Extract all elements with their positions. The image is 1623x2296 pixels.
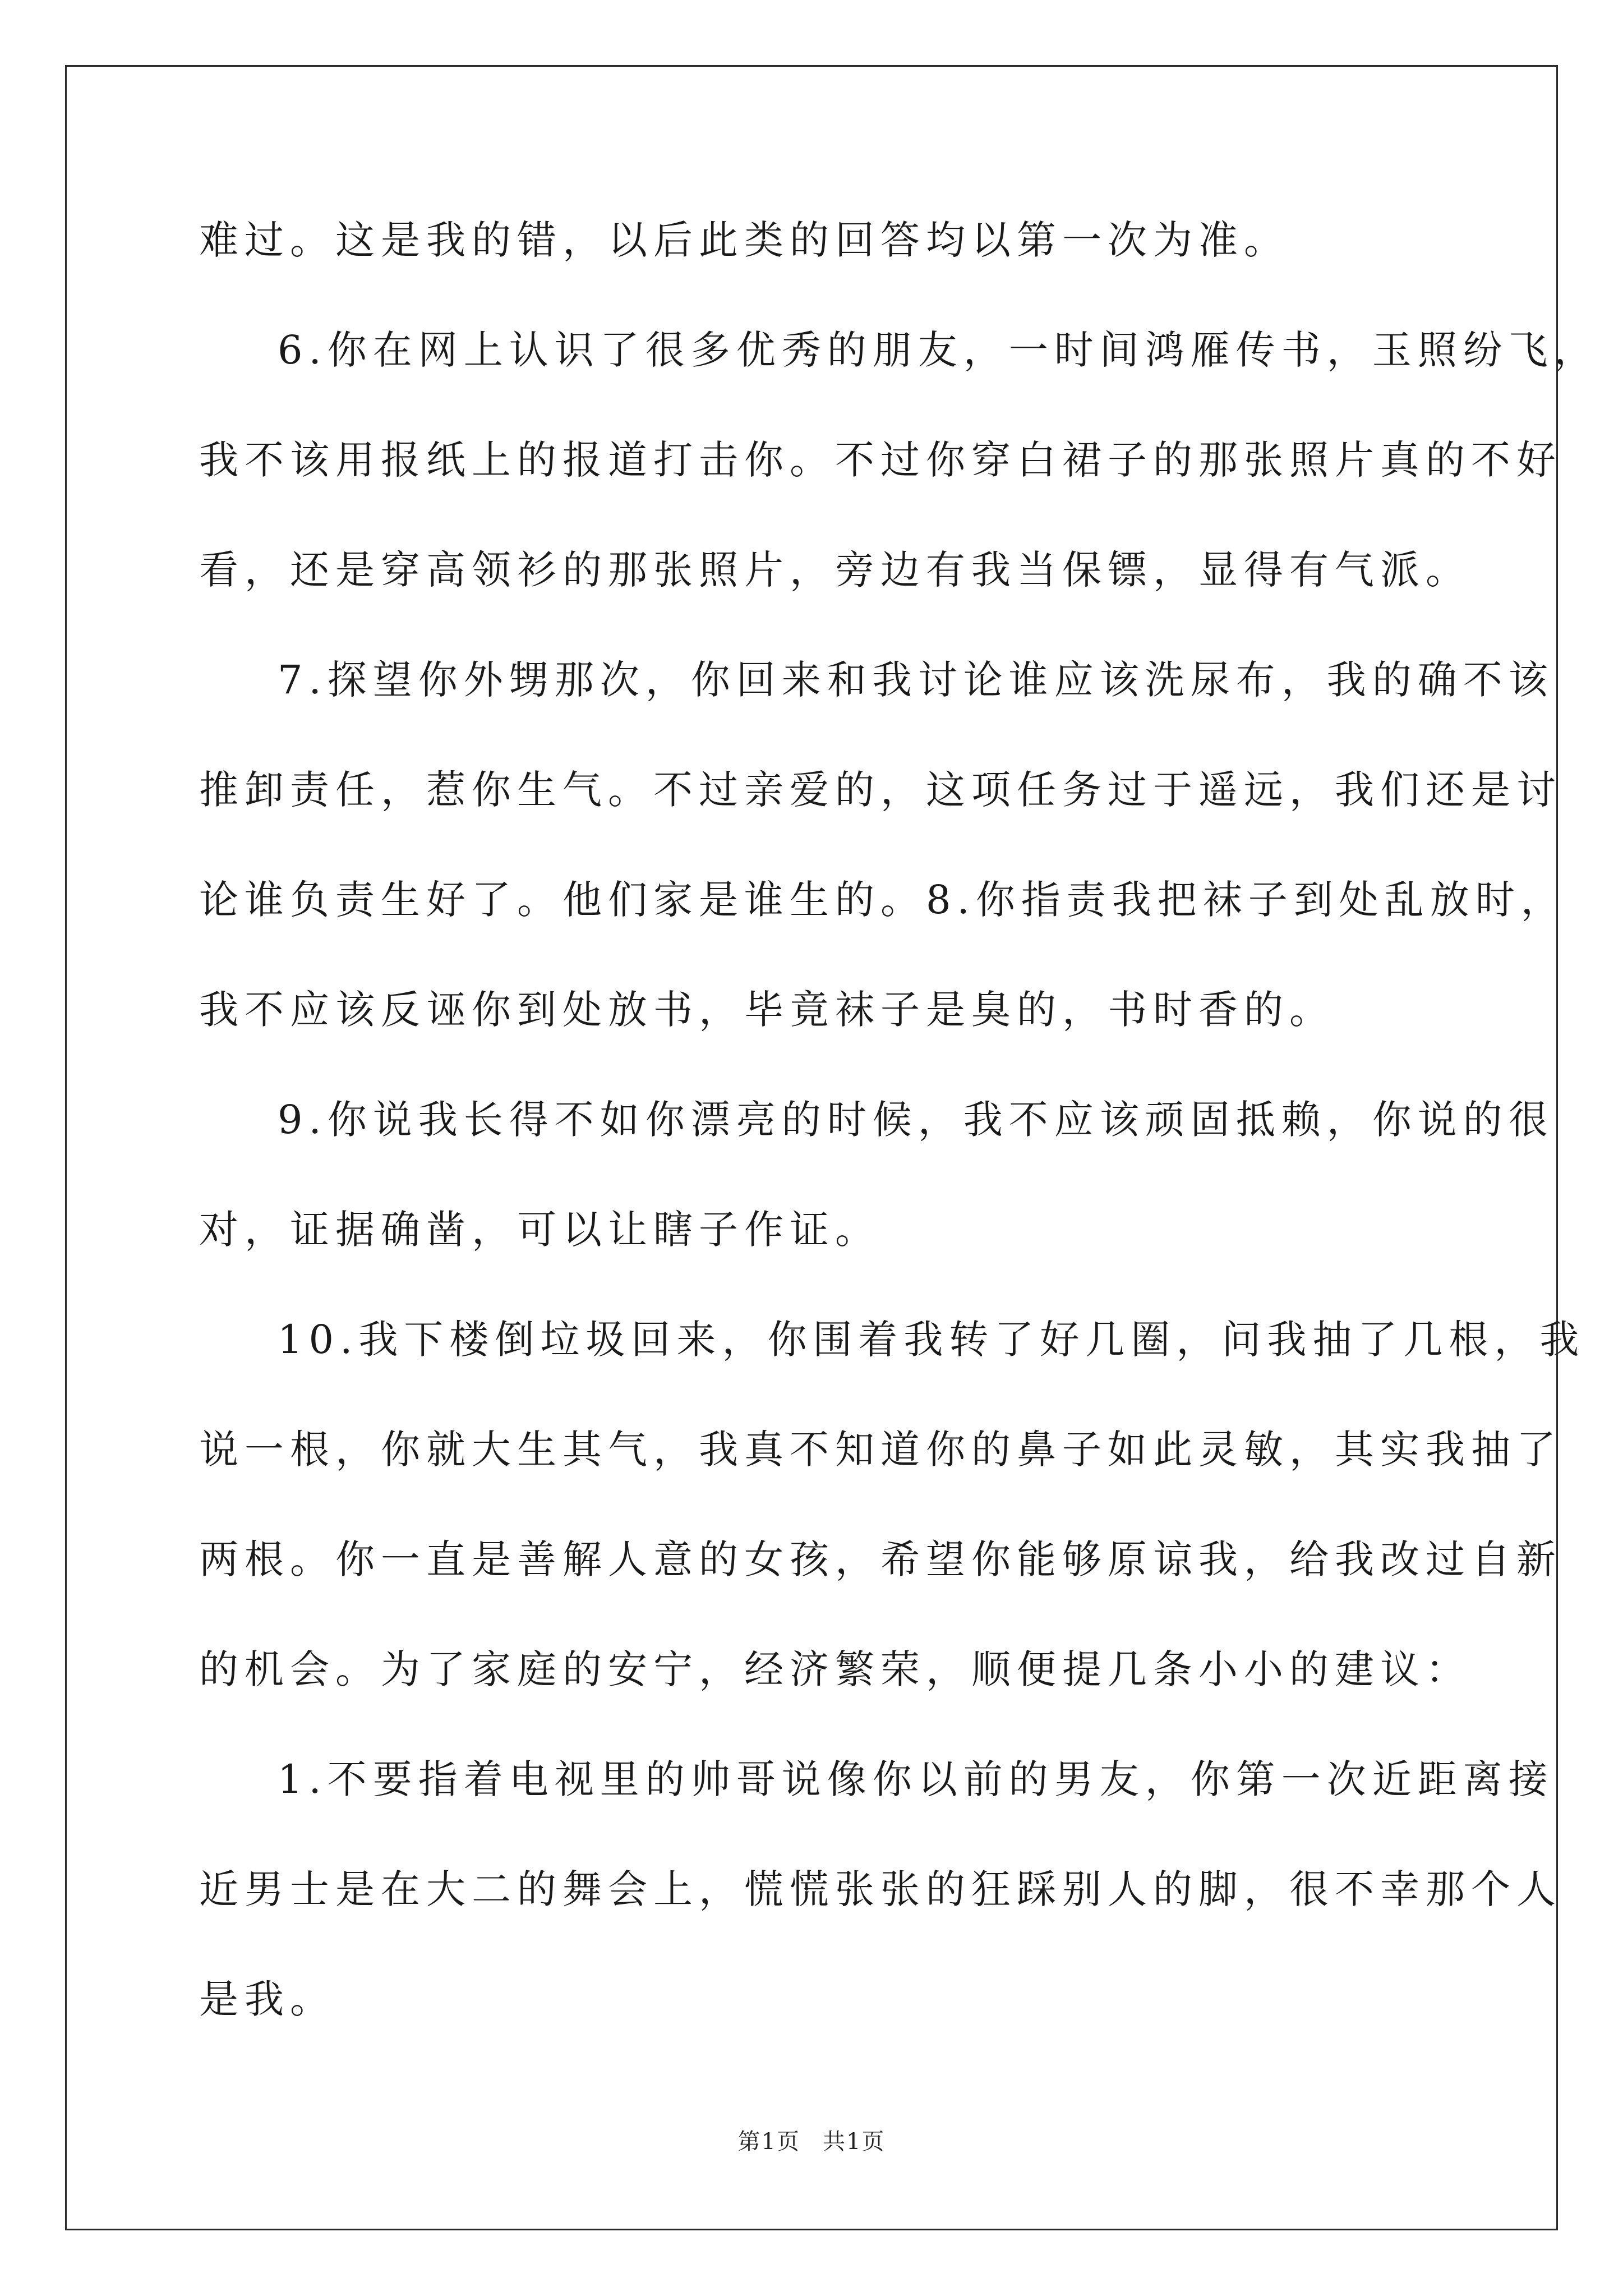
page-footer [0,2124,1623,2156]
text-line: 近男士是在大二的舞会上，慌慌张张的狂踩别人的脚，很不幸那个人 [199,1866,1562,1912]
page-count: 共1页 [823,2129,886,2155]
page-number: 第1页 [737,2129,800,2155]
text-line: 10.我下楼倒垃圾回来，你围着我转了好几圈，问我抽了几根，我 [278,1317,1585,1363]
text-line: 的机会。为了家庭的安宁，经济繁荣，顺便提几条小小的建议： [199,1646,1471,1692]
text-line: 对，证据确凿，可以让瞎子作证。 [199,1207,880,1253]
text-line: 7.探望你外甥那次，你回来和我讨论谁应该洗尿布，我的确不该 [278,657,1554,703]
text-line: 1.不要指着电视里的帅哥说像你以前的男友，你第一次近距离接 [278,1756,1554,1802]
text-line: 论谁负责生好了。他们家是谁生的。8.你指责我把袜子到处乱放时， [199,877,1566,923]
text-line: 是我。 [199,1976,335,2022]
text-line: 说一根，你就大生其气，我真不知道你的鼻子如此灵敏，其实我抽了 [199,1427,1562,1473]
text-line: 我不该用报纸上的报道打击你。不过你穿白裙子的那张照片真的不好 [199,437,1562,483]
text-line: 推卸责任，惹你生气。不过亲爱的，这项任务过于遥远，我们还是讨 [199,767,1562,813]
text-line: 我不应该反诬你到处放书，毕竟袜子是臭的，书时香的。 [199,987,1335,1033]
text-line: 6.你在网上认识了很多优秀的朋友，一时间鸿雁传书，玉照纷飞， [278,327,1599,373]
text-line: 9.你说我长得不如你漂亮的时候，我不应该顽固抵赖，你说的很 [278,1097,1554,1143]
text-line: 难过。这是我的错，以后此类的回答均以第一次为准。 [199,217,1289,263]
text-line: 两根。你一直是善解人意的女孩，希望你能够原谅我，给我改过自新 [199,1536,1562,1582]
text-line: 看，还是穿高领衫的那张照片，旁边有我当保镖，显得有气派。 [199,547,1471,593]
